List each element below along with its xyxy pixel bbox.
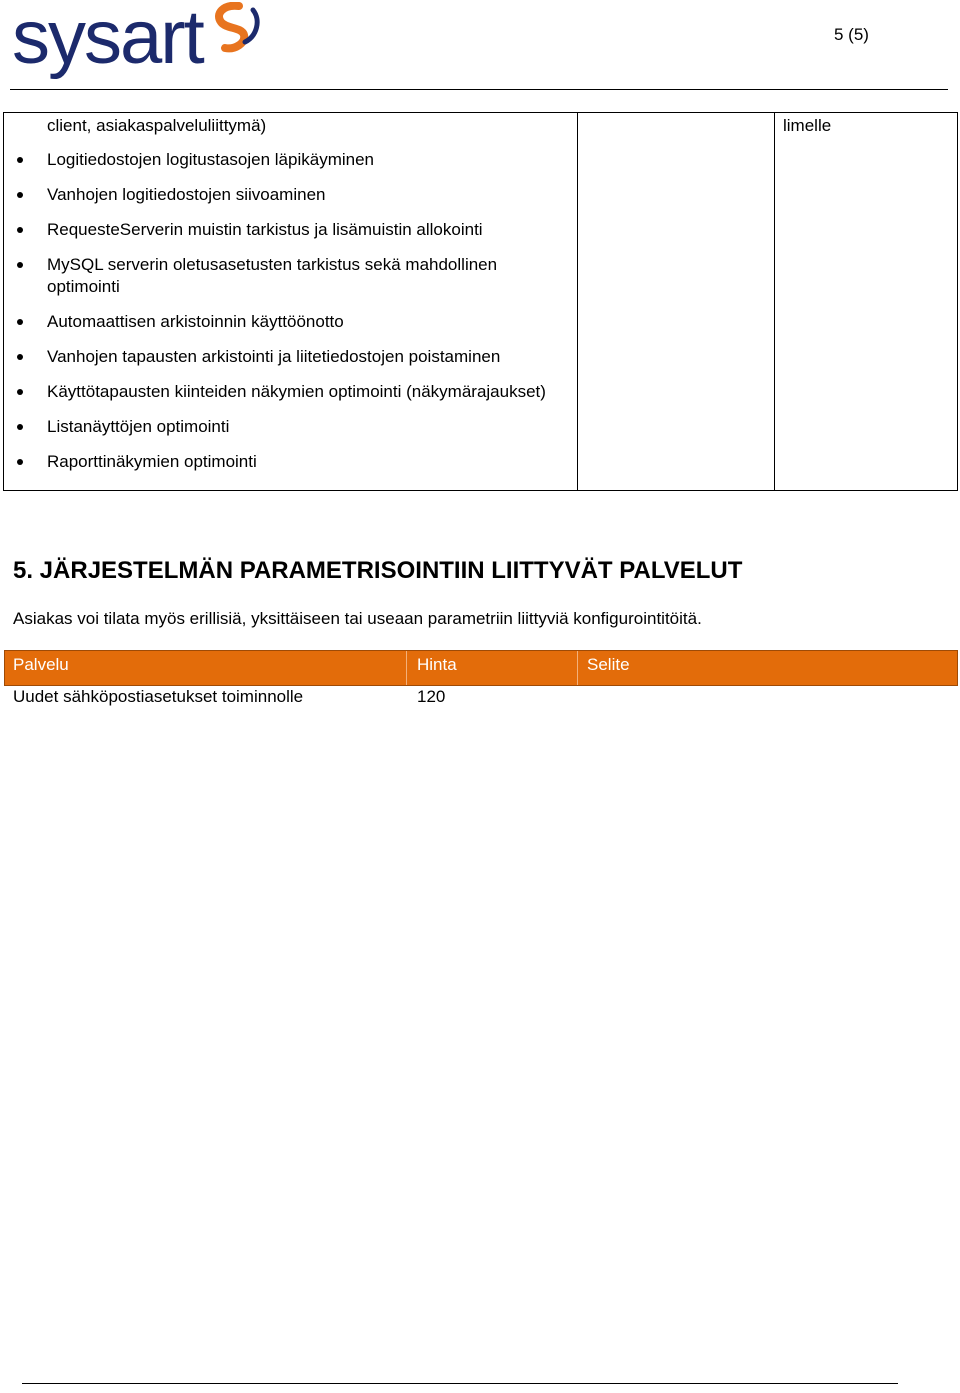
section-body: Asiakas voi tilata myös erillisiä, yksittäiseen tai useaan parametriin liittyviä konfigurointitöitä.: [13, 609, 702, 628]
logo-wordmark: sysart: [12, 0, 203, 80]
header-service: Palvelu: [13, 655, 69, 674]
list-item: Vanhojen logitiedostojen siivoaminen: [47, 184, 557, 206]
price-table-header: [4, 650, 958, 686]
logo-swirl-icon: [195, 2, 265, 62]
header-note: Selite: [587, 655, 630, 674]
price-cell: [578, 113, 775, 491]
list-item: MySQL serverin oletusasetusten tarkistus sekä mahdollinen optimointi: [47, 254, 557, 298]
page-number: 5 (5): [834, 25, 869, 44]
footer-divider: [22, 1383, 898, 1384]
row-price: 120: [417, 687, 446, 706]
list-item: Logitiedostojen logitustasojen läpikäyminen: [47, 149, 557, 171]
header-divider: [10, 89, 948, 90]
list-item: Automaattisen arkistoinnin käyttöönotto: [47, 311, 557, 333]
intro-line: client, asiakaspalveluliittymä): [47, 116, 267, 135]
previous-service-table: [3, 112, 958, 491]
task-list: [4, 149, 577, 473]
note-cell: [775, 113, 958, 491]
section-heading: 5. JÄRJESTELMÄN PARAMETRISOINTIIN LIITTYVÄT PALVELUT: [13, 557, 743, 584]
table-row: [4, 113, 958, 491]
note-text: limelle: [783, 116, 832, 135]
task-list-cell: [4, 113, 578, 491]
header-divider-line: [577, 651, 578, 685]
list-item: Raporttinäkymien optimointi: [47, 451, 557, 473]
list-item: Käyttötapausten kiinteiden näkymien optimointi (näkymärajaukset): [47, 381, 557, 403]
list-item: RequesteServerin muistin tarkistus ja lisämuistin allokointi: [47, 219, 557, 241]
row-service: Uudet sähköpostiasetukset toiminnolle: [13, 687, 304, 706]
header-divider-line: [406, 651, 407, 685]
header-price: Hinta: [417, 655, 457, 674]
list-item: Vanhojen tapausten arkistointi ja liitetiedostojen poistaminen: [47, 346, 557, 368]
list-item: Listanäyttöjen optimointi: [47, 416, 557, 438]
sysart-logo: [12, 0, 262, 82]
